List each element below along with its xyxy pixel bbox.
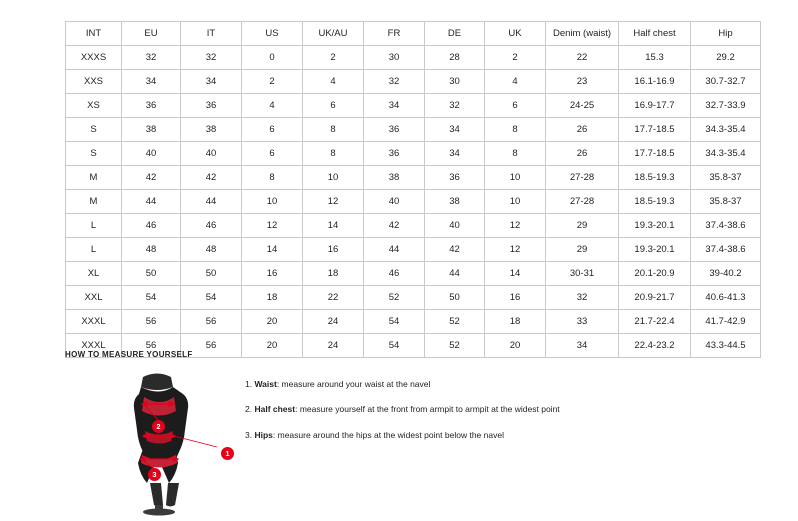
size-value-cell: 10	[242, 190, 303, 214]
size-value-cell: 40	[122, 142, 181, 166]
size-value-cell: 10	[485, 190, 546, 214]
instruction-text: : measure around the hips at the widest point below the navel	[272, 429, 504, 440]
size-label-cell: L	[66, 238, 122, 262]
table-row	[66, 166, 761, 190]
size-value-cell: 16.1-16.9	[619, 70, 691, 94]
size-value-cell: 34	[425, 142, 485, 166]
size-label-cell: XS	[66, 94, 122, 118]
size-value-cell: 38	[122, 118, 181, 142]
size-value-cell: 41.7-42.9	[691, 310, 761, 334]
size-value-cell: 6	[242, 142, 303, 166]
size-label-cell: XXXS	[66, 46, 122, 70]
size-value-cell: 12	[303, 190, 364, 214]
size-value-cell: 37.4-38.6	[691, 214, 761, 238]
size-value-cell: 36	[425, 166, 485, 190]
size-value-cell: 29	[546, 238, 619, 262]
column-header: DE	[425, 22, 485, 46]
size-value-cell: 12	[485, 214, 546, 238]
size-value-cell: 14	[303, 214, 364, 238]
size-value-cell: 34	[364, 94, 425, 118]
size-value-cell: 4	[303, 70, 364, 94]
size-value-cell: 40	[364, 190, 425, 214]
size-value-cell: 24	[303, 310, 364, 334]
size-value-cell: 16	[242, 262, 303, 286]
size-value-cell: 42	[425, 238, 485, 262]
size-value-cell: 16	[485, 286, 546, 310]
size-value-cell: 19.3-20.1	[619, 238, 691, 262]
measure-instruction	[245, 430, 725, 441]
column-header: UK	[485, 22, 546, 46]
size-value-cell: 33	[546, 310, 619, 334]
size-value-cell: 22	[546, 46, 619, 70]
size-chart-container	[65, 21, 746, 358]
size-value-cell: 2	[242, 70, 303, 94]
size-value-cell: 56	[181, 310, 242, 334]
size-value-cell: 20	[242, 310, 303, 334]
instruction-term: Half chest	[254, 404, 296, 415]
instruction-index: 1.	[245, 379, 253, 389]
size-value-cell: 18.5-19.3	[619, 190, 691, 214]
table-header-row	[66, 22, 761, 46]
table-header	[66, 22, 761, 46]
size-value-cell: 8	[242, 166, 303, 190]
size-value-cell: 10	[303, 166, 364, 190]
instruction-term: Hips	[254, 429, 273, 440]
size-value-cell: 42	[181, 166, 242, 190]
size-value-cell: 37.4-38.6	[691, 238, 761, 262]
size-value-cell: 26	[546, 142, 619, 166]
size-value-cell: 30-31	[546, 262, 619, 286]
size-value-cell: 52	[425, 310, 485, 334]
size-value-cell: 8	[303, 118, 364, 142]
size-value-cell: 54	[122, 286, 181, 310]
size-value-cell: 34	[546, 334, 619, 358]
size-value-cell: 18	[485, 310, 546, 334]
size-value-cell: 56	[122, 334, 181, 358]
size-value-cell: 20	[485, 334, 546, 358]
column-header: UK/AU	[303, 22, 364, 46]
table-row	[66, 46, 761, 70]
table-row	[66, 94, 761, 118]
size-value-cell: 44	[364, 238, 425, 262]
column-header: Half chest	[619, 22, 691, 46]
size-value-cell: 12	[485, 238, 546, 262]
table-row	[66, 142, 761, 166]
size-value-cell: 18	[303, 262, 364, 286]
size-value-cell: 52	[364, 286, 425, 310]
size-value-cell: 30	[364, 46, 425, 70]
measure-instruction	[245, 404, 725, 415]
size-value-cell: 30.7-32.7	[691, 70, 761, 94]
column-header: Hip	[691, 22, 761, 46]
size-value-cell: 32	[122, 46, 181, 70]
size-value-cell: 48	[181, 238, 242, 262]
size-label-cell: S	[66, 118, 122, 142]
measure-instructions-list	[245, 379, 725, 455]
size-value-cell: 32	[364, 70, 425, 94]
size-value-cell: 34	[122, 70, 181, 94]
table-row	[66, 70, 761, 94]
size-value-cell: 24-25	[546, 94, 619, 118]
how-to-measure-body	[65, 371, 745, 516]
size-value-cell: 38	[364, 166, 425, 190]
size-label-cell: M	[66, 190, 122, 214]
column-header: FR	[364, 22, 425, 46]
size-value-cell: 46	[364, 262, 425, 286]
size-value-cell: 56	[122, 310, 181, 334]
size-value-cell: 36	[122, 94, 181, 118]
size-value-cell: 54	[181, 286, 242, 310]
size-label-cell: M	[66, 166, 122, 190]
column-header: EU	[122, 22, 181, 46]
instruction-text: : measure around your waist at the navel	[276, 379, 431, 389]
how-to-measure-section	[65, 350, 745, 516]
size-value-cell: 44	[181, 190, 242, 214]
size-value-cell: 0	[242, 46, 303, 70]
column-header: IT	[181, 22, 242, 46]
size-value-cell: 17.7-18.5	[619, 118, 691, 142]
size-value-cell: 39-40.2	[691, 262, 761, 286]
size-value-cell: 30	[425, 70, 485, 94]
size-value-cell: 34	[181, 70, 242, 94]
size-value-cell: 23	[546, 70, 619, 94]
size-value-cell: 18	[242, 286, 303, 310]
measure-badge-3: 3	[148, 468, 161, 481]
table-row	[66, 310, 761, 334]
size-value-cell: 29.2	[691, 46, 761, 70]
size-label-cell: XL	[66, 262, 122, 286]
size-value-cell: 8	[485, 118, 546, 142]
size-value-cell: 18.5-19.3	[619, 166, 691, 190]
size-value-cell: 50	[425, 286, 485, 310]
size-value-cell: 22.4-23.2	[619, 334, 691, 358]
instruction-index: 3.	[245, 429, 253, 440]
size-value-cell: 40	[425, 214, 485, 238]
instruction-index: 2.	[245, 404, 253, 415]
size-value-cell: 2	[303, 46, 364, 70]
size-value-cell: 32	[181, 46, 242, 70]
column-header: INT	[66, 22, 122, 46]
size-label-cell: XXS	[66, 70, 122, 94]
size-label-cell: XXXL	[66, 334, 122, 358]
size-value-cell: 56	[181, 334, 242, 358]
size-value-cell: 4	[485, 70, 546, 94]
size-label-cell: XXL	[66, 286, 122, 310]
size-value-cell: 50	[122, 262, 181, 286]
size-value-cell: 36	[364, 118, 425, 142]
size-value-cell: 32.7-33.9	[691, 94, 761, 118]
size-value-cell: 32	[425, 94, 485, 118]
size-value-cell: 27-28	[546, 166, 619, 190]
size-value-cell: 42	[364, 214, 425, 238]
table-row	[66, 214, 761, 238]
size-value-cell: 36	[364, 142, 425, 166]
size-value-cell: 54	[364, 334, 425, 358]
size-value-cell: 52	[425, 334, 485, 358]
size-value-cell: 48	[122, 238, 181, 262]
size-value-cell: 42	[122, 166, 181, 190]
column-header: Denim (waist)	[546, 22, 619, 46]
size-value-cell: 22	[303, 286, 364, 310]
size-value-cell: 34.3-35.4	[691, 118, 761, 142]
size-value-cell: 12	[242, 214, 303, 238]
size-value-cell: 2	[485, 46, 546, 70]
size-value-cell: 27-28	[546, 190, 619, 214]
size-value-cell: 4	[242, 94, 303, 118]
size-value-cell: 35.8-37	[691, 190, 761, 214]
size-label-cell: L	[66, 214, 122, 238]
measure-badge-2: 2	[152, 420, 165, 433]
size-label-cell: XXXL	[66, 310, 122, 334]
size-value-cell: 26	[546, 118, 619, 142]
size-value-cell: 14	[242, 238, 303, 262]
size-value-cell: 8	[485, 142, 546, 166]
mannequin-svg	[95, 371, 225, 516]
table-body	[66, 46, 761, 358]
instruction-text: : measure yourself at the front from armpit to armpit at the widest point	[295, 404, 560, 415]
size-value-cell: 34.3-35.4	[691, 142, 761, 166]
size-value-cell: 10	[485, 166, 546, 190]
size-value-cell: 17.7-18.5	[619, 142, 691, 166]
size-value-cell: 43.3-44.5	[691, 334, 761, 358]
size-value-cell: 44	[122, 190, 181, 214]
size-value-cell: 20.1-20.9	[619, 262, 691, 286]
size-value-cell: 28	[425, 46, 485, 70]
size-value-cell: 6	[242, 118, 303, 142]
measure-instruction	[245, 379, 725, 390]
size-value-cell: 36	[181, 94, 242, 118]
size-label-cell: S	[66, 142, 122, 166]
size-value-cell: 40	[181, 142, 242, 166]
size-value-cell: 16	[303, 238, 364, 262]
size-value-cell: 24	[303, 334, 364, 358]
size-chart-table	[65, 21, 761, 358]
size-value-cell: 14	[485, 262, 546, 286]
column-header: US	[242, 22, 303, 46]
size-value-cell: 50	[181, 262, 242, 286]
size-value-cell: 21.7-22.4	[619, 310, 691, 334]
size-value-cell: 38	[425, 190, 485, 214]
table-row	[66, 118, 761, 142]
size-value-cell: 6	[303, 94, 364, 118]
size-value-cell: 35.8-37	[691, 166, 761, 190]
mannequin-illustration	[95, 371, 230, 511]
size-value-cell: 19.3-20.1	[619, 214, 691, 238]
measure-badge-1: 1	[221, 447, 234, 460]
size-value-cell: 32	[546, 286, 619, 310]
size-value-cell: 15.3	[619, 46, 691, 70]
size-value-cell: 29	[546, 214, 619, 238]
size-value-cell: 6	[485, 94, 546, 118]
instruction-term: Waist	[254, 379, 277, 389]
table-row	[66, 262, 761, 286]
size-value-cell: 46	[122, 214, 181, 238]
size-value-cell: 40.6-41.3	[691, 286, 761, 310]
table-row	[66, 190, 761, 214]
size-value-cell: 54	[364, 310, 425, 334]
size-value-cell: 38	[181, 118, 242, 142]
size-value-cell: 20	[242, 334, 303, 358]
size-value-cell: 46	[181, 214, 242, 238]
size-value-cell: 16.9-17.7	[619, 94, 691, 118]
table-row	[66, 238, 761, 262]
table-row	[66, 286, 761, 310]
size-value-cell: 44	[425, 262, 485, 286]
size-value-cell: 8	[303, 142, 364, 166]
size-value-cell: 34	[425, 118, 485, 142]
size-value-cell: 20.9-21.7	[619, 286, 691, 310]
how-to-measure-title: HOW TO MEASURE YOURSELF	[65, 350, 193, 359]
